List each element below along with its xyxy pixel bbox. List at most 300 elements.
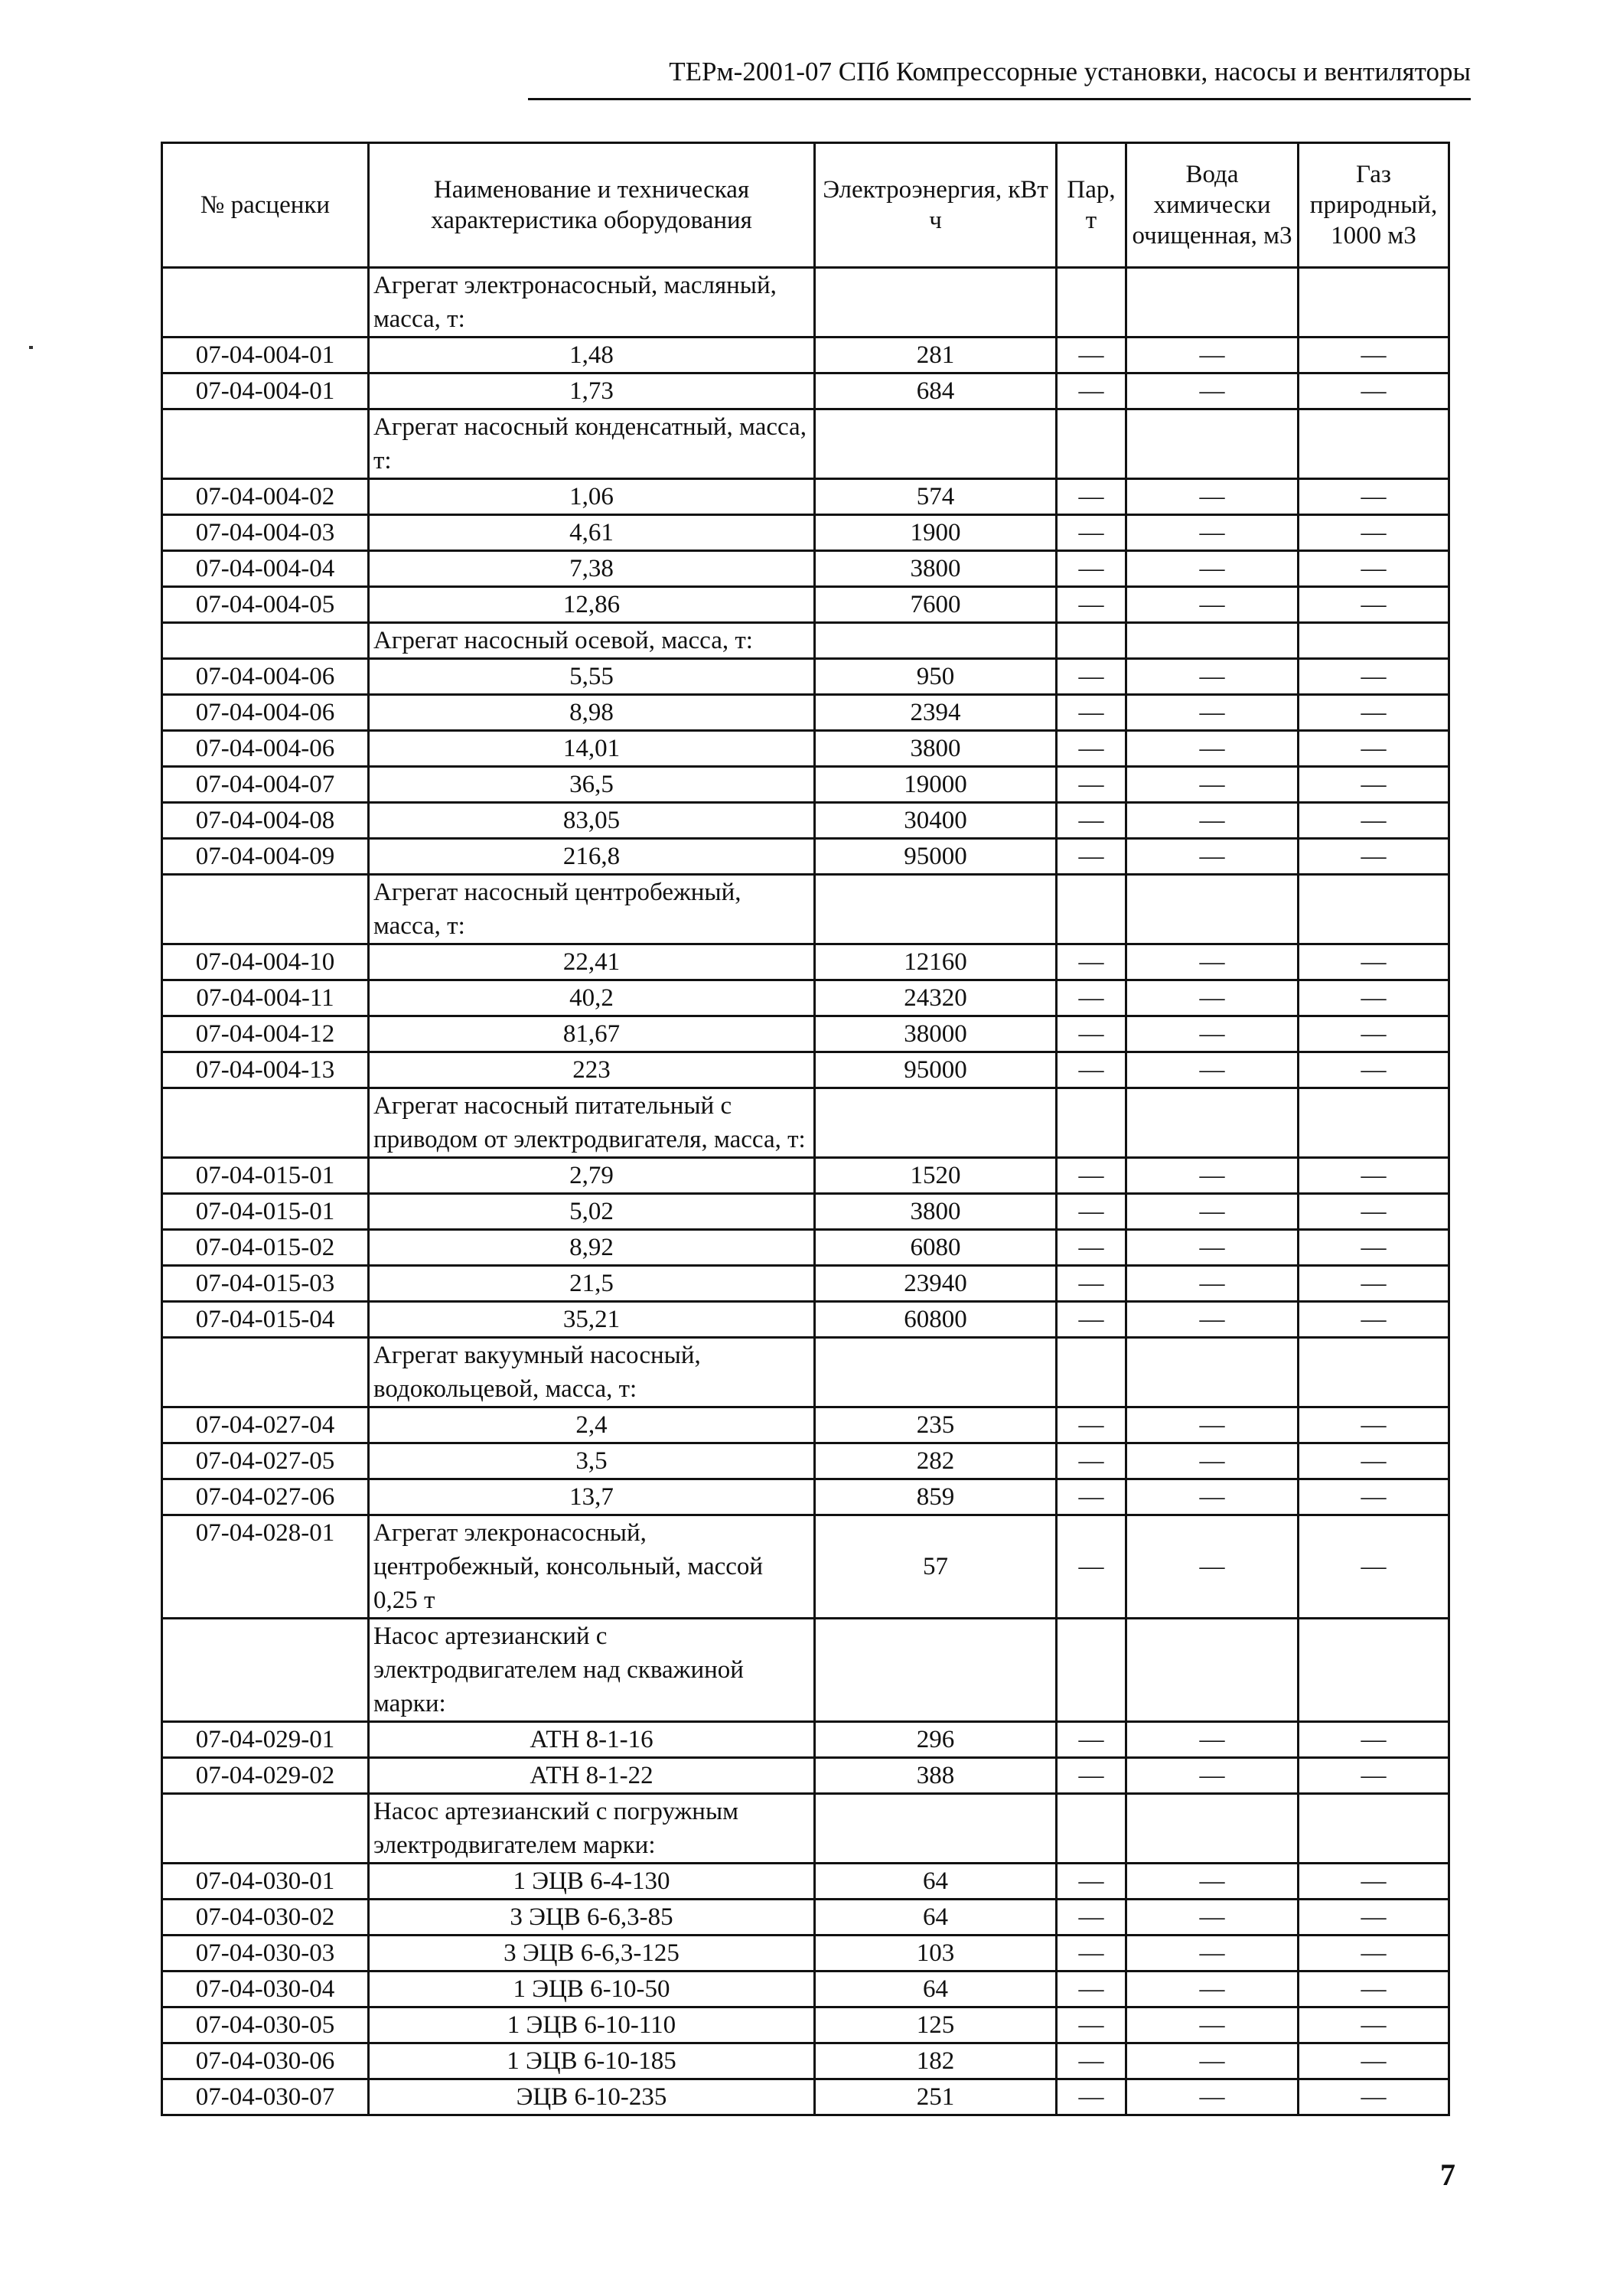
table-row [162,1758,1449,1794]
empty-cell [1057,1088,1126,1158]
gas-value: — [1299,695,1449,731]
water-value: — [1126,767,1299,803]
rate-code: 07-04-004-03 [162,515,369,551]
code-cell-empty [162,875,369,944]
mass-value: 223 [369,1052,815,1088]
steam-value: — [1057,338,1126,373]
header-rule [528,98,1471,100]
water-value: — [1126,1052,1299,1088]
empty-cell [1126,1619,1299,1722]
table-row [162,1407,1449,1443]
gas-value: — [1299,767,1449,803]
mass-value: 40,2 [369,980,815,1016]
water-value: — [1126,2043,1299,2079]
water-value: — [1126,803,1299,839]
col-water-header: Вода химически очищенная, м3 [1126,143,1299,268]
table-row [162,1479,1449,1515]
power-value: 574 [815,479,1057,515]
water-value: — [1126,980,1299,1016]
empty-cell [1299,1338,1449,1407]
empty-cell [1299,623,1449,659]
water-value: — [1126,479,1299,515]
gas-value: — [1299,1936,1449,1971]
rate-code: 07-04-030-01 [162,1864,369,1900]
empty-cell [1057,623,1126,659]
table-row [162,659,1449,695]
group-row [162,1619,1449,1722]
table-body [162,268,1449,2115]
mass-value: 1 ЭЦВ 6-10-185 [369,2043,815,2079]
gas-value: — [1299,803,1449,839]
table-row [162,338,1449,373]
gas-value: — [1299,1900,1449,1936]
mass-value: 13,7 [369,1479,815,1515]
empty-cell [1126,1088,1299,1158]
steam-value: — [1057,1016,1126,1052]
mass-value: 3,5 [369,1443,815,1479]
water-value: — [1126,1900,1299,1936]
steam-value: — [1057,767,1126,803]
steam-value: — [1057,731,1126,767]
price-table [161,142,1450,2116]
gas-value: — [1299,2007,1449,2043]
group-row [162,875,1449,944]
table-row [162,1936,1449,1971]
water-value: — [1126,1266,1299,1302]
power-value: 235 [815,1407,1057,1443]
steam-value: — [1057,2079,1126,2115]
code-cell-empty [162,1088,369,1158]
scan-speck [29,346,33,349]
steam-value: — [1057,1936,1126,1971]
power-value: 24320 [815,980,1057,1016]
table-row [162,1052,1449,1088]
table-row [162,2007,1449,2043]
rate-code: 07-04-004-07 [162,767,369,803]
power-value: 388 [815,1758,1057,1794]
gas-value: — [1299,1443,1449,1479]
group-title: Агрегат элекронасосный, центробежный, консольный, массой 0,25 т [369,1515,815,1619]
mass-value: 14,01 [369,731,815,767]
gas-value: — [1299,2079,1449,2115]
empty-cell [1057,268,1126,338]
power-value: 7600 [815,587,1057,623]
rate-code: 07-04-004-06 [162,659,369,695]
empty-cell [815,1088,1057,1158]
power-value: 3800 [815,551,1057,587]
mass-value: ЭЦВ 6-10-235 [369,2079,815,2115]
table-row [162,944,1449,980]
water-value: — [1126,1479,1299,1515]
rate-code: 07-04-004-08 [162,803,369,839]
table-row [162,2043,1449,2079]
code-cell-empty [162,268,369,338]
steam-value: — [1057,2043,1126,2079]
group-row [162,1338,1449,1407]
steam-value: — [1057,1722,1126,1758]
gas-value: — [1299,1722,1449,1758]
steam-value: — [1057,1758,1126,1794]
rate-code: 07-04-027-05 [162,1443,369,1479]
rate-code: 07-04-027-04 [162,1407,369,1443]
mass-value: 1 ЭЦВ 6-4-130 [369,1864,815,1900]
water-value: — [1126,1864,1299,1900]
rate-code: 07-04-004-09 [162,839,369,875]
table-row [162,587,1449,623]
rate-code: 07-04-004-01 [162,373,369,409]
empty-cell [1126,268,1299,338]
steam-value: — [1057,1443,1126,1479]
empty-cell [1126,409,1299,479]
table-row [162,1016,1449,1052]
mass-value: 1,48 [369,338,815,373]
empty-cell [1299,268,1449,338]
col-gas-header: Газ природный, 1000 м3 [1299,143,1449,268]
power-value: 182 [815,2043,1057,2079]
table-row [162,479,1449,515]
table-row [162,1900,1449,1936]
code-cell-empty [162,409,369,479]
empty-cell [815,409,1057,479]
rate-code: 07-04-015-01 [162,1158,369,1194]
empty-cell [1057,409,1126,479]
table-row [162,767,1449,803]
power-value: 2394 [815,695,1057,731]
water-value: — [1126,839,1299,875]
rate-code: 07-04-015-01 [162,1194,369,1230]
running-header: ТЕРм-2001-07 СПб Компрессорные установки, насосы и вентиляторы [669,57,1471,86]
power-value: 30400 [815,803,1057,839]
power-value: 950 [815,659,1057,695]
group-row [162,1088,1449,1158]
gas-value: — [1299,1052,1449,1088]
steam-value: — [1057,515,1126,551]
group-title: Агрегат вакуумный насосный, водокольцевой, масса, т: [369,1338,815,1407]
steam-value: — [1057,944,1126,980]
power-value: 57 [815,1515,1057,1619]
gas-value: — [1299,1302,1449,1338]
gas-value: — [1299,659,1449,695]
power-value: 38000 [815,1016,1057,1052]
mass-value: 21,5 [369,1266,815,1302]
water-value: — [1126,1971,1299,2007]
table-row [162,1194,1449,1230]
water-value: — [1126,695,1299,731]
group-title: Агрегат электронасосный, масляный, масса, т: [369,268,815,338]
rate-code: 07-04-030-03 [162,1936,369,1971]
gas-value: — [1299,944,1449,980]
power-value: 859 [815,1479,1057,1515]
water-value: — [1126,731,1299,767]
gas-value: — [1299,980,1449,1016]
power-value: 296 [815,1722,1057,1758]
mass-value: 3 ЭЦВ 6-6,3-85 [369,1900,815,1936]
group-title: Насос артезианский с электродвигателем над скважиной марки: [369,1619,815,1722]
power-value: 1520 [815,1158,1057,1194]
gas-value: — [1299,373,1449,409]
steam-value: — [1057,1158,1126,1194]
table-row [162,1864,1449,1900]
rate-code: 07-04-004-06 [162,695,369,731]
power-value: 3800 [815,731,1057,767]
mass-value: 5,02 [369,1194,815,1230]
rate-code: 07-04-004-02 [162,479,369,515]
water-value: — [1126,1515,1299,1619]
empty-cell [1299,1088,1449,1158]
mass-value: 35,21 [369,1302,815,1338]
rate-code: 07-04-004-11 [162,980,369,1016]
rate-code: 07-04-029-02 [162,1758,369,1794]
rate-code: 07-04-004-10 [162,944,369,980]
empty-cell [815,875,1057,944]
steam-value: — [1057,1515,1126,1619]
table-header-row [162,143,1449,268]
rate-code: 07-04-004-12 [162,1016,369,1052]
table-row [162,1443,1449,1479]
power-value: 103 [815,1936,1057,1971]
mass-value: АТН 8-1-16 [369,1722,815,1758]
water-value: — [1126,587,1299,623]
empty-cell [1299,1794,1449,1864]
power-value: 281 [815,338,1057,373]
page-number: 7 [1440,2157,1455,2192]
empty-cell [1057,1794,1126,1864]
water-value: — [1126,2007,1299,2043]
steam-value: — [1057,1407,1126,1443]
empty-cell [815,1338,1057,1407]
table-row [162,839,1449,875]
rate-code: 07-04-015-03 [162,1266,369,1302]
steam-value: — [1057,1052,1126,1088]
rate-code: 07-04-030-02 [162,1900,369,1936]
steam-value: — [1057,1194,1126,1230]
table-row [162,1158,1449,1194]
mass-value: 2,79 [369,1158,815,1194]
table-row [162,980,1449,1016]
rate-code: 07-04-030-04 [162,1971,369,2007]
steam-value: — [1057,659,1126,695]
water-value: — [1126,1016,1299,1052]
gas-value: — [1299,1266,1449,1302]
col-name-header: Наименование и техническая характеристика оборудования [369,143,815,268]
gas-value: — [1299,1158,1449,1194]
table-row [162,1971,1449,2007]
table-row [162,1266,1449,1302]
rate-code: 07-04-027-06 [162,1479,369,1515]
empty-cell [815,1619,1057,1722]
group-title: Насос артезианский с погружным электродвигателем марки: [369,1794,815,1864]
empty-cell [1299,1619,1449,1722]
table-row [162,731,1449,767]
group-title: Агрегат насосный центробежный, масса, т: [369,875,815,944]
rate-code: 07-04-029-01 [162,1722,369,1758]
mass-value: 12,86 [369,587,815,623]
empty-cell [1057,1619,1126,1722]
gas-value: — [1299,1479,1449,1515]
empty-cell [1299,409,1449,479]
rate-code: 07-04-004-01 [162,338,369,373]
table-row [162,2079,1449,2115]
steam-value: — [1057,1864,1126,1900]
group-title: Агрегат насосный конденсатный, масса, т: [369,409,815,479]
empty-cell [815,268,1057,338]
water-value: — [1126,2079,1299,2115]
steam-value: — [1057,839,1126,875]
empty-cell [815,623,1057,659]
mass-value: 216,8 [369,839,815,875]
mass-value: 8,92 [369,1230,815,1266]
water-value: — [1126,1443,1299,1479]
empty-cell [1126,1338,1299,1407]
group-row [162,1794,1449,1864]
empty-cell [1126,1794,1299,1864]
steam-value: — [1057,1971,1126,2007]
gas-value: — [1299,1194,1449,1230]
empty-cell [815,1794,1057,1864]
water-value: — [1126,1302,1299,1338]
gas-value: — [1299,1758,1449,1794]
power-value: 95000 [815,1052,1057,1088]
water-value: — [1126,1158,1299,1194]
gas-value: — [1299,1016,1449,1052]
gas-value: — [1299,1230,1449,1266]
water-value: — [1126,1722,1299,1758]
table-row [162,373,1449,409]
code-cell-empty [162,623,369,659]
empty-cell [1299,875,1449,944]
gas-value: — [1299,515,1449,551]
power-value: 64 [815,1971,1057,2007]
gas-value: — [1299,1971,1449,2007]
steam-value: — [1057,2007,1126,2043]
rate-code: 07-04-004-06 [162,731,369,767]
table-row [162,551,1449,587]
steam-value: — [1057,1479,1126,1515]
rate-code: 07-04-004-04 [162,551,369,587]
gas-value: — [1299,1515,1449,1619]
mass-value: 83,05 [369,803,815,839]
group-row [162,409,1449,479]
power-value: 1900 [815,515,1057,551]
steam-value: — [1057,803,1126,839]
gas-value: — [1299,479,1449,515]
col-code-header: № расценки [162,143,369,268]
water-value: — [1126,1936,1299,1971]
mass-value: 1 ЭЦВ 6-10-50 [369,1971,815,2007]
rate-code: 07-04-004-05 [162,587,369,623]
power-value: 3800 [815,1194,1057,1230]
col-steam-header: Пар, т [1057,143,1126,268]
mass-value: 1,06 [369,479,815,515]
code-cell-empty [162,1794,369,1864]
steam-value: — [1057,1302,1126,1338]
mass-value: АТН 8-1-22 [369,1758,815,1794]
mass-value: 2,4 [369,1407,815,1443]
water-value: — [1126,1194,1299,1230]
steam-value: — [1057,1266,1126,1302]
empty-cell [1126,875,1299,944]
water-value: — [1126,1407,1299,1443]
water-value: — [1126,944,1299,980]
water-value: — [1126,659,1299,695]
mass-value: 7,38 [369,551,815,587]
rate-code: 07-04-028-01 [162,1515,369,1619]
empty-cell [1057,875,1126,944]
gas-value: — [1299,338,1449,373]
gas-value: — [1299,1407,1449,1443]
power-value: 6080 [815,1230,1057,1266]
rate-code: 07-04-030-05 [162,2007,369,2043]
rate-code: 07-04-030-07 [162,2079,369,2115]
mass-value: 8,98 [369,695,815,731]
power-value: 251 [815,2079,1057,2115]
mass-value: 1 ЭЦВ 6-10-110 [369,2007,815,2043]
power-value: 64 [815,1900,1057,1936]
table-row [162,515,1449,551]
power-value: 12160 [815,944,1057,980]
power-value: 23940 [815,1266,1057,1302]
table-row [162,1515,1449,1619]
col-power-header: Электроэнергия, кВт ч [815,143,1057,268]
gas-value: — [1299,731,1449,767]
steam-value: — [1057,1230,1126,1266]
group-row [162,623,1449,659]
water-value: — [1126,338,1299,373]
code-cell-empty [162,1619,369,1722]
table-row [162,1230,1449,1266]
mass-value: 81,67 [369,1016,815,1052]
power-value: 95000 [815,839,1057,875]
steam-value: — [1057,373,1126,409]
rate-code: 07-04-004-13 [162,1052,369,1088]
gas-value: — [1299,551,1449,587]
table-row [162,803,1449,839]
power-value: 125 [815,2007,1057,2043]
steam-value: — [1057,551,1126,587]
mass-value: 22,41 [369,944,815,980]
power-value: 282 [815,1443,1057,1479]
steam-value: — [1057,479,1126,515]
rate-code: 07-04-015-04 [162,1302,369,1338]
group-title: Агрегат насосный питательный с приводом от электродвигателя, масса, т: [369,1088,815,1158]
code-cell-empty [162,1338,369,1407]
steam-value: — [1057,587,1126,623]
water-value: — [1126,515,1299,551]
mass-value: 5,55 [369,659,815,695]
rate-code: 07-04-015-02 [162,1230,369,1266]
steam-value: — [1057,1900,1126,1936]
gas-value: — [1299,1864,1449,1900]
mass-value: 3 ЭЦВ 6-6,3-125 [369,1936,815,1971]
gas-value: — [1299,839,1449,875]
mass-value: 1,73 [369,373,815,409]
power-value: 60800 [815,1302,1057,1338]
power-value: 684 [815,373,1057,409]
gas-value: — [1299,587,1449,623]
gas-value: — [1299,2043,1449,2079]
power-value: 19000 [815,767,1057,803]
group-title: Агрегат насосный осевой, масса, т: [369,623,815,659]
table-row [162,695,1449,731]
empty-cell [1126,623,1299,659]
group-row [162,268,1449,338]
mass-value: 36,5 [369,767,815,803]
steam-value: — [1057,695,1126,731]
steam-value: — [1057,980,1126,1016]
empty-cell [1057,1338,1126,1407]
water-value: — [1126,551,1299,587]
power-value: 64 [815,1864,1057,1900]
